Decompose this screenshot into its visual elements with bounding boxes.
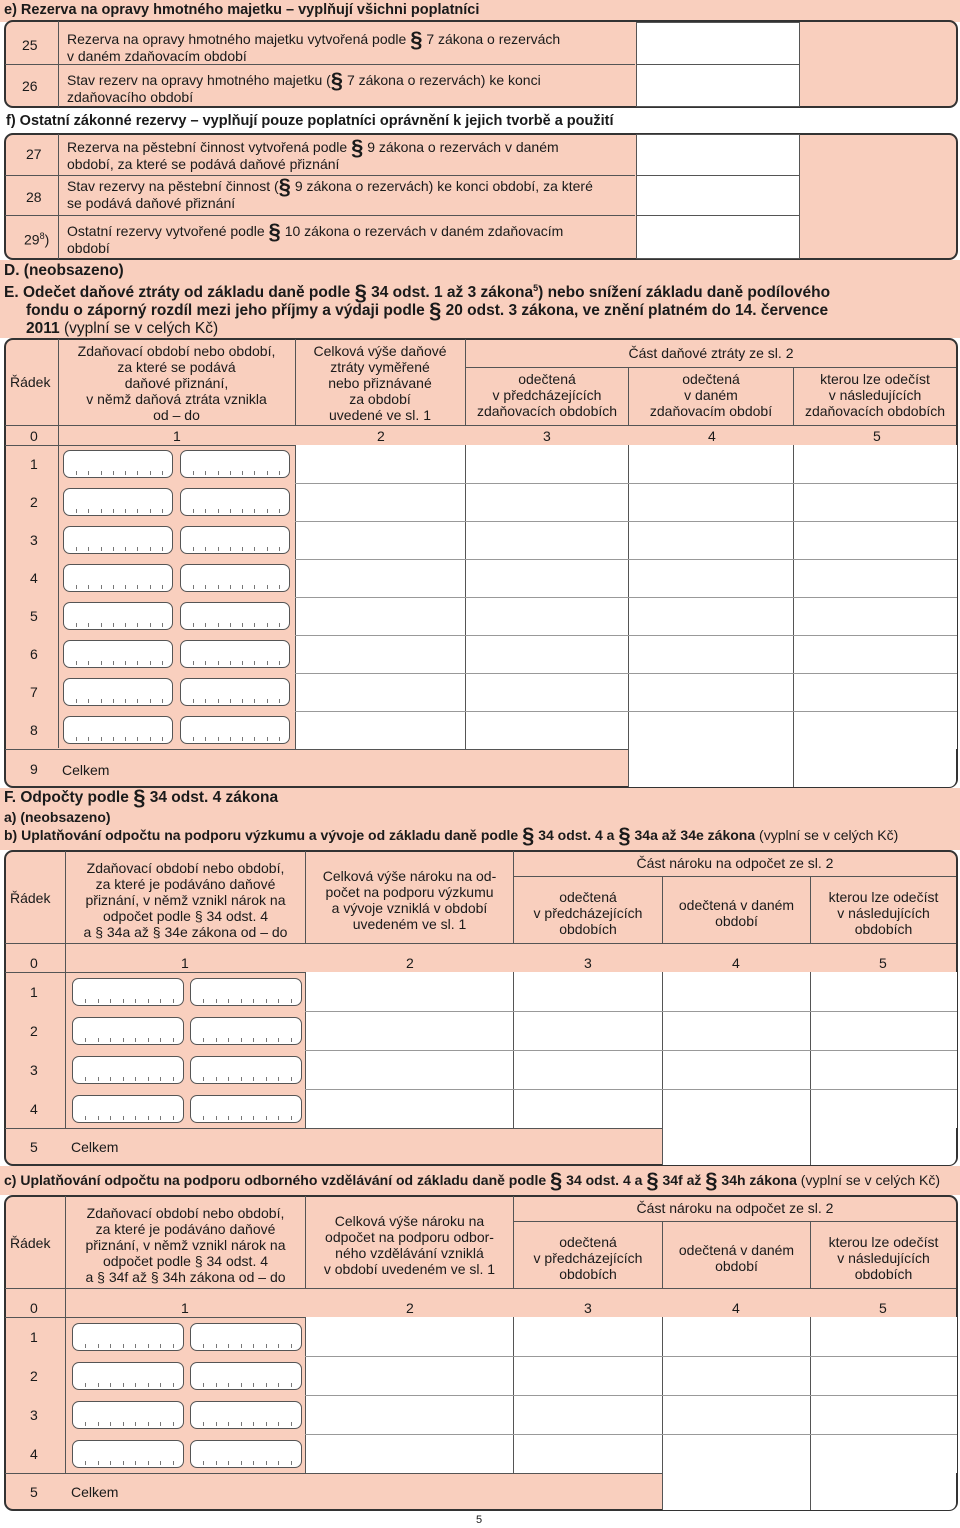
loss-period-to-input[interactable] (180, 564, 290, 592)
table-c-col-number: 0 (30, 1300, 38, 1316)
row-divider (295, 559, 957, 560)
loss-col-3-header: odečtená v předcházejících zdaňovacích obdobích (476, 371, 618, 419)
loss-col-number: 1 (173, 428, 181, 444)
table-b-group-header: Část nároku na odpočet ze sl. 2 (636, 855, 834, 871)
section-f-heading: F. Odpočty podle § 34 odst. 4 zákona (4, 785, 279, 810)
row-divider (305, 1356, 957, 1357)
loss-row-number: 5 (30, 608, 38, 624)
divider (58, 339, 59, 748)
loss-row-number: 8 (30, 722, 38, 738)
table-c-period-to-input[interactable] (190, 1362, 302, 1390)
table-c-period-from-input[interactable] (72, 1440, 184, 1468)
table-b-total-input-4[interactable] (662, 1128, 811, 1165)
table-b-period-to-input[interactable] (190, 978, 302, 1006)
divider (5, 175, 635, 176)
table-c-period-to-input[interactable] (190, 1401, 302, 1429)
table-c-total-label: Celkem (71, 1484, 119, 1500)
loss-col-row-header: Řádek (10, 374, 51, 390)
table-b-row-number: 3 (30, 1062, 38, 1078)
table-c-row-number: 1 (30, 1329, 38, 1345)
loss-period-to-input[interactable] (180, 526, 290, 554)
row-27-input[interactable] (636, 134, 800, 176)
loss-period-from-input[interactable] (63, 678, 173, 706)
loss-total-input-4[interactable] (628, 749, 794, 787)
table-b-col-number: 0 (30, 955, 38, 971)
table-c-col-4-header: odečtená v daném období (678, 1242, 795, 1274)
table-b-row-number: 1 (30, 984, 38, 1000)
row-26-label: Stav rezerv na opravy hmotného majetku (§ 7 zákona o rezervách) ke konci zdaňovacího období (67, 68, 541, 105)
loss-col-number: 2 (377, 428, 385, 444)
loss-total-number: 9 (30, 761, 38, 777)
divider (465, 367, 956, 368)
table-b-period-to-input[interactable] (190, 1056, 302, 1084)
table-c-col-number: 1 (181, 1300, 189, 1316)
loss-period-to-input[interactable] (180, 450, 290, 478)
table-b-total-label: Celkem (71, 1139, 119, 1155)
row-28-label: Stav rezervy na pěstební činnost (§ 9 zákona o rezervách) ke konci období, za které se podává daňové přiznání (67, 174, 593, 211)
table-b-row-header: Řádek (10, 890, 51, 906)
table-c-period-from-input[interactable] (72, 1323, 184, 1351)
row-25-label: Rezerva na opravy hmotného majetku vytvořená podle § 7 zákona o rezervách v daném zdaňovacím období (67, 27, 561, 64)
table-c-col-number: 4 (732, 1300, 740, 1316)
table-c-col-number: 3 (584, 1300, 592, 1316)
table-c-row-number: 4 (30, 1446, 38, 1462)
divider (58, 21, 59, 107)
row-26-input[interactable] (636, 64, 800, 107)
row-divider (295, 711, 957, 712)
table-c-row-header: Řádek (10, 1235, 51, 1251)
row-divider (305, 1089, 957, 1090)
loss-period-from-input[interactable] (63, 488, 173, 516)
table-b-col-5-header: kterou lze odečíst v následujících obdobích (828, 889, 939, 937)
row-divider (295, 521, 957, 522)
row-divider (295, 483, 957, 484)
row-29-number: $29^8$) (24, 231, 50, 248)
divider (58, 134, 59, 259)
divider (5, 943, 956, 944)
divider (5, 425, 956, 426)
loss-period-from-input[interactable] (63, 564, 173, 592)
loss-period-from-input[interactable] (63, 602, 173, 630)
loss-row-number: 4 (30, 570, 38, 586)
loss-period-to-input[interactable] (180, 640, 290, 668)
table-b-period-from-input[interactable] (72, 978, 184, 1006)
table-b-period-to-input[interactable] (190, 1017, 302, 1045)
table-b-period-from-input[interactable] (72, 1056, 184, 1084)
loss-col-group-header: Část daňové ztráty ze sl. 2 (628, 345, 794, 361)
divider (628, 445, 629, 787)
table-c-col-number: 5 (879, 1300, 887, 1316)
loss-col-total-header: Celková výše daňové ztráty vyměřené nebo přiznávané za období uvedené ve sl. 1 (313, 343, 447, 423)
row-27-number: 27 (26, 146, 42, 162)
row-divider (305, 1011, 957, 1012)
row-28-number: 28 (26, 189, 42, 205)
loss-col-number: 3 (543, 428, 551, 444)
loss-row-number: 3 (30, 532, 38, 548)
divider (513, 1221, 956, 1222)
row-26-number: 26 (22, 78, 38, 94)
loss-total-input-5[interactable] (793, 749, 956, 787)
loss-period-from-input[interactable] (63, 450, 173, 478)
table-c-col-3-header: odečtená v předcházejících obdobích (533, 1234, 643, 1282)
table-b-row-number: 2 (30, 1023, 38, 1039)
row-29-input[interactable] (636, 215, 800, 259)
table-c-period-to-input[interactable] (190, 1323, 302, 1351)
table-c-total-number: 5 (30, 1484, 38, 1500)
row-divider (305, 1395, 957, 1396)
table-c-total-header: Celková výše nároku na odpočet na podporu odbor- ného vzdělávání vzniklá v období uvedeném ve sl. 1 (323, 1213, 496, 1277)
table-b-period-to-input[interactable] (190, 1095, 302, 1123)
loss-row-number: 7 (30, 684, 38, 700)
divider (793, 445, 794, 787)
section-f-sub-b: b) Uplatňování odpočtu na podporu výzkumu a vývoje od základu daně podle § 34 odst. 4 a § 34a až 34e zákona (vyplní se v celých Kč) (4, 823, 899, 848)
table-c-row-number: 2 (30, 1368, 38, 1384)
loss-period-to-input[interactable] (180, 602, 290, 630)
row-29-label: Ostatní rezervy vytvořené podle § 10 zákona o rezervách v daném zdaňovacím období (67, 219, 564, 256)
table-c-total-input-5[interactable] (810, 1473, 956, 1510)
row-divider (305, 1050, 957, 1051)
table-b-col-number: 4 (732, 955, 740, 971)
table-c-group-header: Část nároku na odpočet ze sl. 2 (636, 1200, 834, 1216)
row-28-input[interactable] (636, 175, 800, 216)
loss-col-number: 4 (708, 428, 716, 444)
table-b-col-4-header: odečtená v daném období (678, 897, 795, 929)
loss-row-number: 6 (30, 646, 38, 662)
table-b-row-number: 4 (30, 1101, 38, 1117)
loss-col-4-header: odečtená v daném zdaňovacím období (649, 371, 773, 419)
table-b-total-input-5[interactable] (810, 1128, 956, 1165)
section-d-heading: D. (neobsazeno) (4, 262, 124, 279)
table-c-period-from-input[interactable] (72, 1401, 184, 1429)
table-b-total-number: 5 (30, 1139, 38, 1155)
table-b-total-header: Celková výše nároku na od- počet na podporu výzkumu a vývoje vzniklá v období uvedeném ve sl. 1 (322, 868, 497, 932)
section-f-heading: f) Ostatní zákonné rezervy – vyplňují pouze poplatníci oprávnění k jejich tvorbě a použití (6, 113, 614, 129)
row-25-number: 25 (22, 37, 38, 53)
table-c-col-number: 2 (406, 1300, 414, 1316)
loss-col-period-header: Zdaňovací období nebo období, za které se podává daňové přiznání, v němž daňová ztráta vznikla od – do (77, 343, 276, 423)
row-divider (295, 673, 957, 674)
table-c-total-input-4[interactable] (662, 1473, 811, 1510)
loss-col-number: 5 (873, 428, 881, 444)
table-b-col-number: 5 (879, 955, 887, 971)
table-b-col-3-header: odečtená v předcházejících obdobích (533, 889, 643, 937)
table-b-col-number: 3 (584, 955, 592, 971)
table-c-period-from-input[interactable] (72, 1362, 184, 1390)
table-c-col-5-header: kterou lze odečíst v následujících obdobích (828, 1234, 939, 1282)
row-divider (305, 1434, 957, 1435)
row-divider (295, 635, 957, 636)
row-25-input[interactable] (636, 22, 800, 65)
table-b-period-from-input[interactable] (72, 1095, 184, 1123)
table-c-period-to-input[interactable] (190, 1440, 302, 1468)
section-f-sub-c: c) Uplatňování odpočtu na podporu odborného vzdělávání od základu daně podle § 34 odst. 4 a § 34f až § 34h zákona (vyplní se v celých Kč) (4, 1168, 941, 1193)
section-e-loss-heading: E. Odečet daňové ztráty od základu daně podle § 34 odst. 1 až 3 zákona$^5$) nebo snížení základu daně podílového fondu o záporný rozdíl mezi jeho příjmy a výdaji podle § 20 odst. 3 zákona, ve znění platném do 14. července 2011 (vyplní se v celých Kč) (4, 280, 831, 338)
table-c-period-header: Zdaňovací období nebo období, za které je podáváno daňové přiznání, v němž vznikl nárok na odpočet podle § 34 odst. 4 a § 34f až § 34h zákona od – do (85, 1205, 286, 1285)
section-e-heading: e) Rezerva na opravy hmotného majetku – vyplňují všichni poplatníci (4, 2, 480, 18)
loss-period-from-input[interactable] (63, 526, 173, 554)
divider (5, 215, 635, 216)
row-27-label: Rezerva na pěstební činnost vytvořená podle § 9 zákona o rezervách v daném období, za které se podává daňové přiznání (67, 135, 559, 172)
table-b-period-header: Zdaňovací období nebo období, za které je podáváno daňové přiznání, v němž vznikl nárok na odpočet podle § 34 odst. 4 a § 34a až § 34e zákona od – do (83, 860, 288, 940)
loss-period-to-input[interactable] (180, 716, 290, 744)
loss-period-from-input[interactable] (63, 716, 173, 744)
loss-col-number: 0 (30, 428, 38, 444)
loss-row-number: 2 (30, 494, 38, 510)
table-b-period-from-input[interactable] (72, 1017, 184, 1045)
divider (5, 1288, 956, 1289)
table-b-col-number: 2 (406, 955, 414, 971)
section-f-sub-a: a) (neobsazeno) (4, 809, 111, 825)
row-divider (295, 597, 957, 598)
loss-period-from-input[interactable] (63, 640, 173, 668)
table-c-row-number: 3 (30, 1407, 38, 1423)
loss-col-5-header: kterou lze odečíst v následujících zdaňovacích obdobích (804, 371, 946, 419)
loss-row-number: 1 (30, 456, 38, 472)
table-b-col-number: 1 (181, 955, 189, 971)
loss-period-to-input[interactable] (180, 678, 290, 706)
loss-period-to-input[interactable] (180, 488, 290, 516)
divider (5, 64, 635, 65)
loss-total-label: Celkem (62, 762, 110, 778)
divider (513, 876, 956, 877)
page-number: 5 (476, 1514, 483, 1526)
